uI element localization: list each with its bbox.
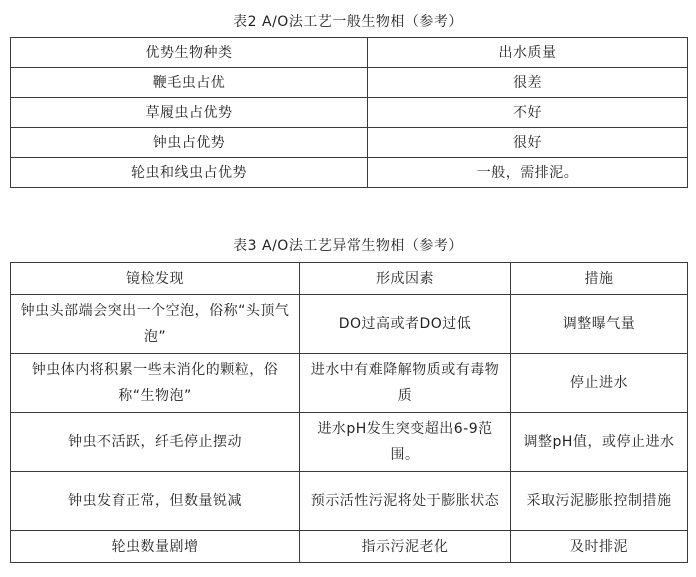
table2-cell: 鞭毛虫占优 <box>11 68 368 98</box>
table3-header-cell: 镜检发现 <box>11 263 300 295</box>
table3-cell: 指示污泥老化 <box>300 531 511 563</box>
table-row <box>11 413 688 472</box>
table3-cell: 钟虫头部端会突出一个空泡，俗称“头顶气泡” <box>11 295 300 354</box>
table2-cell: 很差 <box>368 68 688 98</box>
table-row <box>11 158 688 188</box>
table3-cell: 钟虫体内将积累一些未消化的颗粒，俗称“生物泡” <box>11 354 300 413</box>
table3-cell: 钟虫不活跃，纤毛停止摆动 <box>11 413 300 472</box>
table3-cell: 进水pH发生突变超出6-9范围。 <box>300 413 511 472</box>
table-row <box>11 295 688 354</box>
table2-cell: 不好 <box>368 98 688 128</box>
table3-cell: 调整pH值，或停止进水 <box>511 413 688 472</box>
table3-header-cell: 形成因素 <box>300 263 511 295</box>
table3-cell: DO过高或者DO过低 <box>300 295 511 354</box>
table-row <box>11 68 688 98</box>
table3-cell: 钟虫发育正常，但数量锐减 <box>11 472 300 531</box>
table2 <box>10 37 688 188</box>
table2-cell: 轮虫和线虫占优势 <box>11 158 368 188</box>
table2-header-cell: 出水质量 <box>368 38 688 68</box>
table3-header-cell: 措施 <box>511 263 688 295</box>
table3-cell: 采取污泥膨胀控制措施 <box>511 472 688 531</box>
table-row <box>11 354 688 413</box>
table2-cell: 很好 <box>368 128 688 158</box>
table3-cell: 预示活性污泥将处于膨胀状态 <box>300 472 511 531</box>
table-row <box>11 98 688 128</box>
table3-cell: 轮虫数量剧增 <box>11 531 300 563</box>
table3-cell: 及时排泥 <box>511 531 688 563</box>
table2-header-row <box>11 38 688 68</box>
table3-cell: 调整曝气量 <box>511 295 688 354</box>
table3-caption: 表3 A/O法工艺异常生物相（参考） <box>233 238 463 254</box>
table3-cell: 进水中有难降解物质或有毒物质 <box>300 354 511 413</box>
table-row <box>11 128 688 158</box>
table3-cell: 停止进水 <box>511 354 688 413</box>
table2-cell: 一般，需排泥。 <box>368 158 688 188</box>
table-row <box>11 472 688 531</box>
table-row <box>11 531 688 563</box>
table2-caption: 表2 A/O法工艺一般生物相（参考） <box>233 14 463 30</box>
table2-header-cell: 优势生物种类 <box>11 38 368 68</box>
table3 <box>10 262 688 563</box>
table2-cell: 草履虫占优势 <box>11 98 368 128</box>
table3-header-row <box>11 263 688 295</box>
table2-cell: 钟虫占优势 <box>11 128 368 158</box>
